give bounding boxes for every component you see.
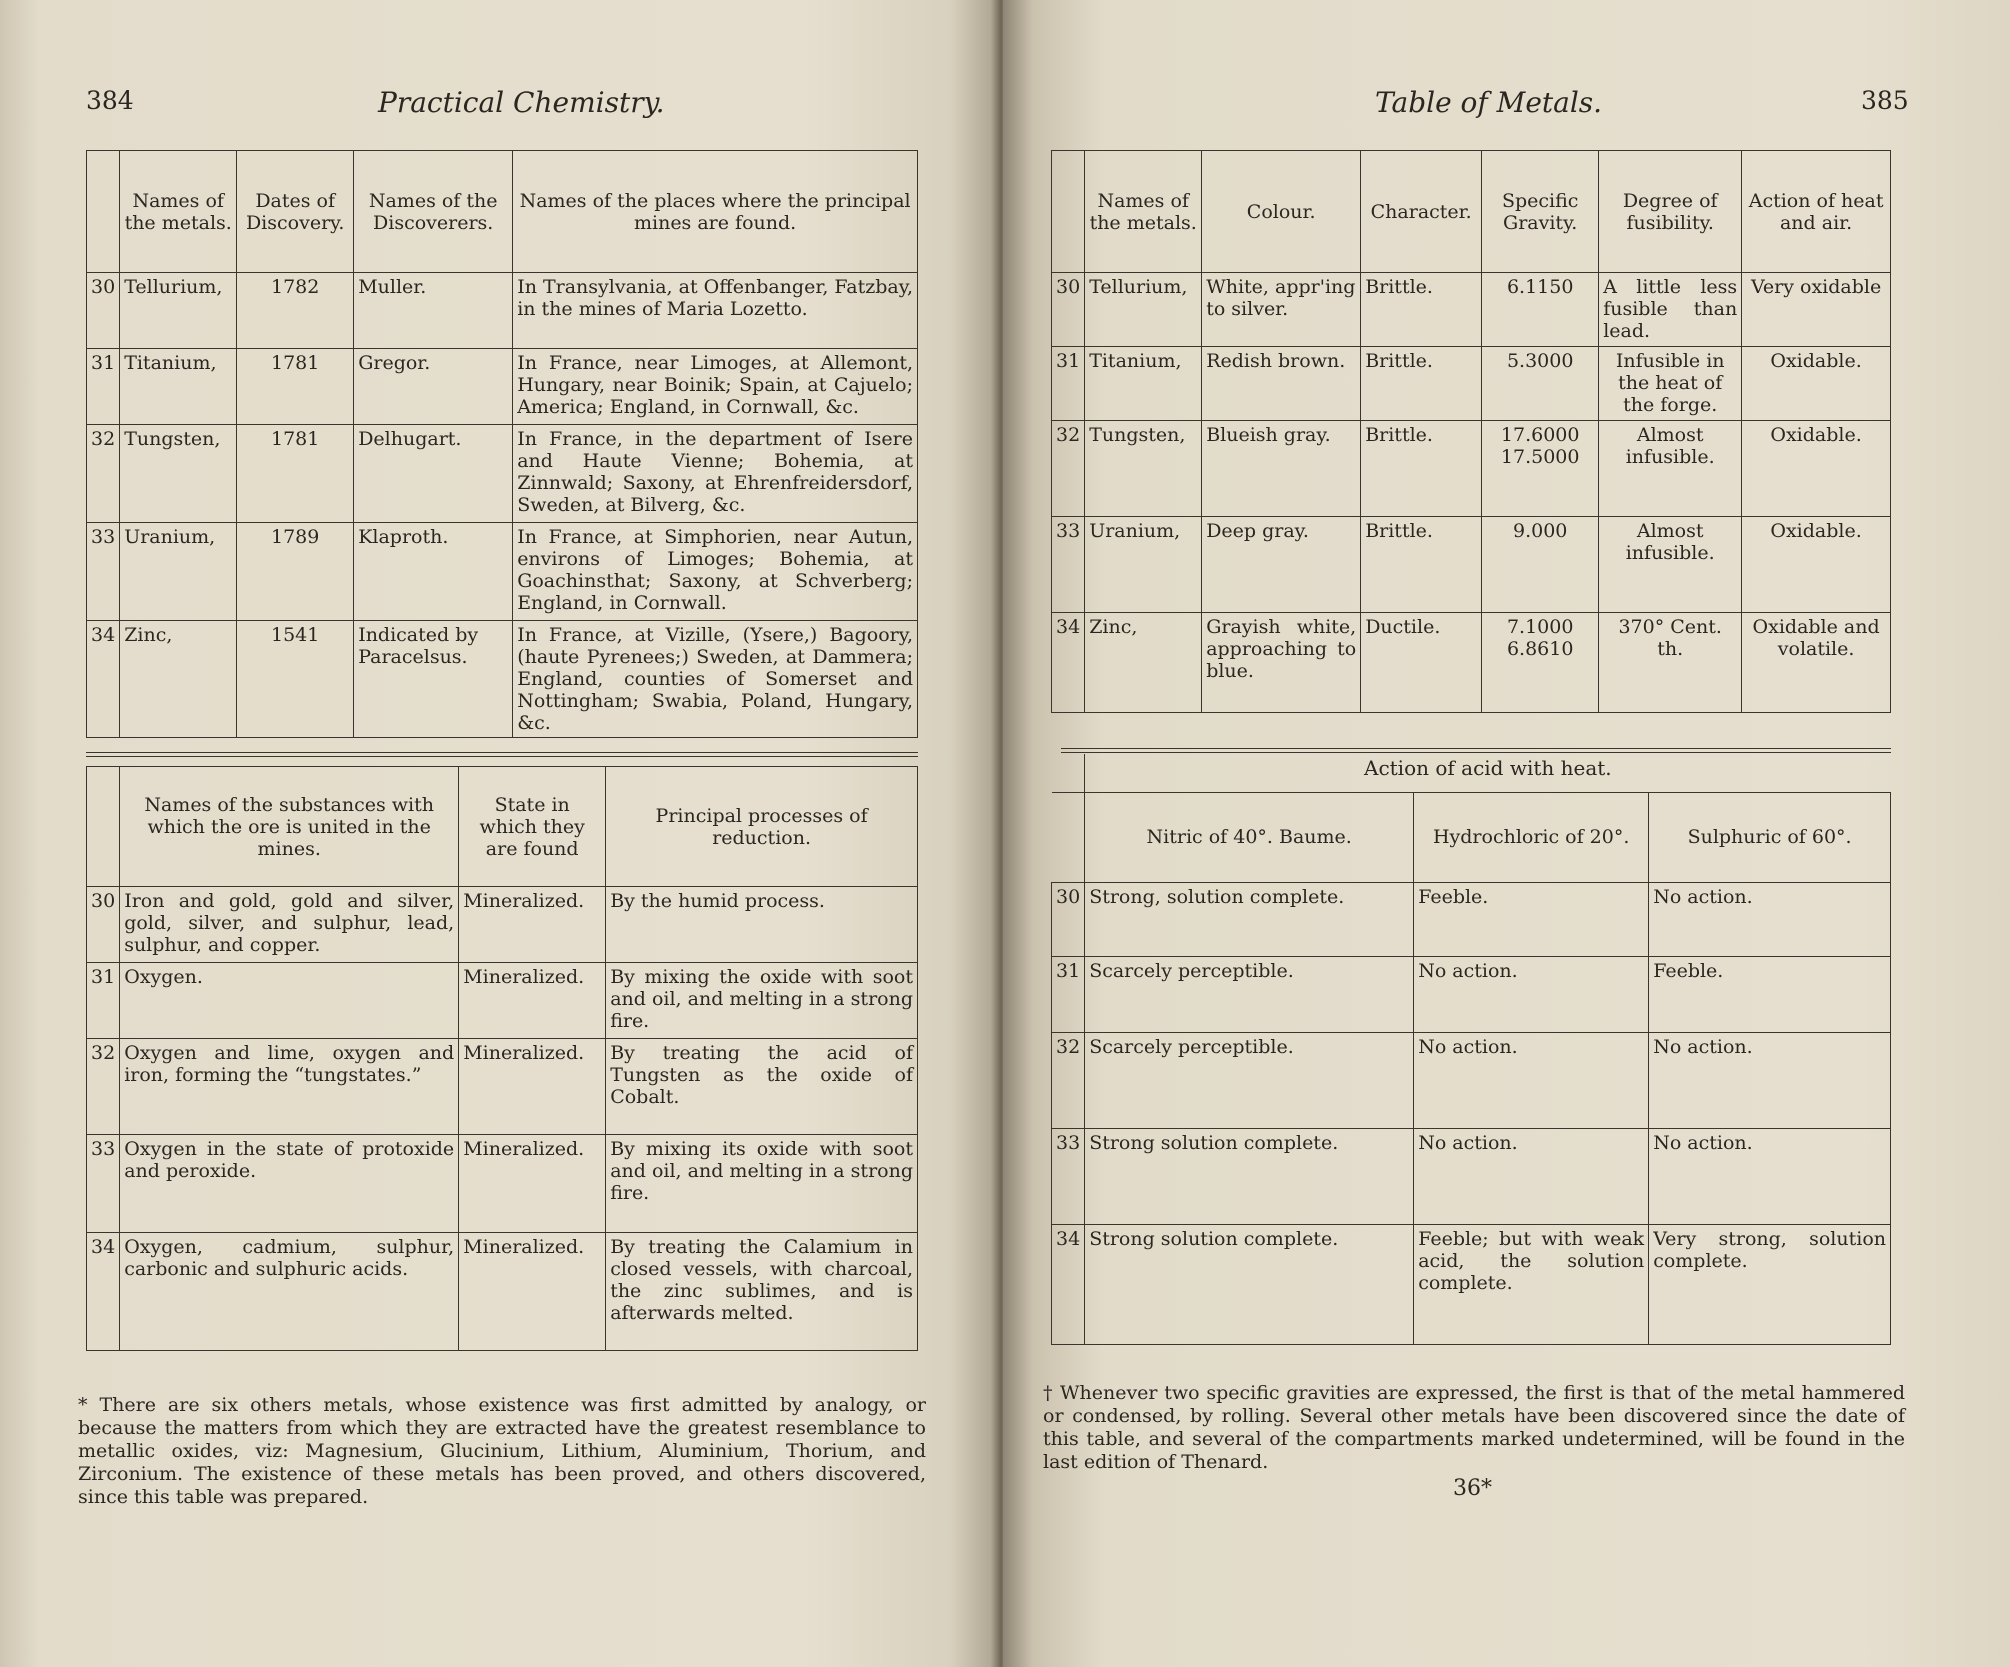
table-header-row: [87, 767, 918, 887]
table-row: [1052, 517, 1891, 613]
header-state: State in which they are found: [459, 767, 606, 887]
row-num: 34: [1052, 613, 1085, 713]
table-row: [87, 1039, 918, 1135]
footnote-left: * There are six others metals, whose existence was first admitted by analogy, or because the matters from which they are extracted have the greatest resemblance to metallic oxides, viz: Magnesium, Glucinium, Lithium, Aluminium, Thorium, and Zirconium. The existence of these metals has been proved, and others discovered, since this table was prepared.: [78, 1394, 926, 1508]
row-num: 32: [87, 1039, 120, 1135]
heat-action: Very oxidable: [1742, 273, 1891, 347]
row-num: 30: [1052, 273, 1085, 347]
reduction-table: [86, 766, 918, 1351]
row-num: 33: [1052, 1128, 1085, 1224]
hydrochloric-action: Feeble.: [1414, 882, 1649, 956]
table-row: [87, 425, 918, 523]
row-num: 33: [87, 1135, 120, 1233]
metal-colour: White, appr'ing to silver.: [1202, 273, 1361, 347]
metal-name: Tellurium,: [120, 273, 237, 349]
metal-character: Brittle.: [1361, 347, 1482, 421]
left-page: [0, 0, 1000, 1667]
metal-character: Ductile.: [1361, 613, 1482, 713]
footnote-right: † Whenever two specific gravities are expressed, the first is that of the metal hammered or condensed, by rolling. Several other metals have been discovered since the date of this table, and several of the compartments marked undetermined, will be found in the last edition of Thenard.: [1043, 1382, 1905, 1473]
table-row: [87, 963, 918, 1039]
row-num: 32: [87, 425, 120, 523]
ore-state: Mineralized.: [459, 887, 606, 963]
table-row: [87, 1135, 918, 1233]
metal-colour: Blueish gray.: [1202, 421, 1361, 517]
table-row: [1052, 421, 1891, 517]
header-places: Names of the places where the principal mines are found.: [513, 151, 918, 273]
header-fusibility: Degree of fusibility.: [1599, 151, 1742, 273]
hydrochloric-action: No action.: [1414, 956, 1649, 1032]
table-caption: Action of acid with heat.: [1085, 754, 1891, 792]
sulphuric-action: Very strong, solution complete.: [1649, 1224, 1891, 1344]
mine-places: In Transylvania, at Offenbanger, Fatzbay, in the mines of Maria Lozetto.: [513, 273, 918, 349]
nitric-action: Scarcely perceptible.: [1085, 956, 1414, 1032]
header-colour: Colour.: [1202, 151, 1361, 273]
table-row: [1052, 273, 1891, 347]
metal-character: Brittle.: [1361, 273, 1482, 347]
metal-name: Uranium,: [120, 523, 237, 621]
discovery-date: 1782: [237, 273, 354, 349]
fusibility: 370° Cent. th.: [1599, 613, 1742, 713]
fusibility: Almost infusible.: [1599, 517, 1742, 613]
row-num: 33: [1052, 517, 1085, 613]
hydrochloric-action: No action.: [1414, 1128, 1649, 1224]
row-num: 34: [87, 621, 120, 738]
header-num: [1052, 151, 1085, 273]
row-num: 32: [1052, 1032, 1085, 1128]
row-num: 34: [87, 1233, 120, 1351]
row-num: 31: [1052, 956, 1085, 1032]
discoverer: Indicated by Paracelsus.: [354, 621, 513, 738]
row-num: 31: [87, 349, 120, 425]
table-header-row: [1052, 151, 1891, 273]
metal-name: Uranium,: [1085, 517, 1202, 613]
ore-state: Mineralized.: [459, 1039, 606, 1135]
header-num: [87, 151, 120, 273]
sulphuric-action: Feeble.: [1649, 956, 1891, 1032]
row-num: 31: [87, 963, 120, 1039]
metal-name: Tungsten,: [1085, 421, 1202, 517]
table-row: [87, 273, 918, 349]
ore-state: Mineralized.: [459, 1233, 606, 1351]
acid-action-table: [1051, 754, 1891, 1345]
reduction-process: By mixing the oxide with soot and oil, and melting in a strong fire.: [606, 963, 918, 1039]
row-num: 30: [87, 273, 120, 349]
discovery-date: 1781: [237, 349, 354, 425]
signature-mark: 36*: [1453, 1476, 1492, 1501]
nitric-action: Strong solution complete.: [1085, 1224, 1414, 1344]
header-metal-name: Names of the metals.: [1085, 151, 1202, 273]
reduction-process: By treating the Calamium in closed vessels, with charcoal, the zinc sublimes, and is afterwards melted.: [606, 1233, 918, 1351]
discovery-date: 1541: [237, 621, 354, 738]
row-num: 30: [1052, 882, 1085, 956]
metal-character: Brittle.: [1361, 517, 1482, 613]
page-number-left: 384: [86, 86, 134, 115]
reduction-process: By the humid process.: [606, 887, 918, 963]
ore-state: Mineralized.: [459, 963, 606, 1039]
metal-name: Titanium,: [120, 349, 237, 425]
divider-rule: [1061, 748, 1891, 753]
hydrochloric-action: Feeble; but with weak acid, the solution complete.: [1414, 1224, 1649, 1344]
heat-action: Oxidable and volatile.: [1742, 613, 1891, 713]
metal-colour: Redish brown.: [1202, 347, 1361, 421]
fusibility: Infusible in the heat of the forge.: [1599, 347, 1742, 421]
header-metal-name: Names of the metals.: [120, 151, 237, 273]
metal-name: Tungsten,: [120, 425, 237, 523]
row-num: 30: [87, 887, 120, 963]
mine-places: In France, near Limoges, at Allemont, Hungary, near Boinik; Spain, at Cajuelo; America; England, in Cornwall, &c.: [513, 349, 918, 425]
discovery-date: 1789: [237, 523, 354, 621]
table-header-row: [1052, 792, 1891, 882]
specific-gravity: 17.6000 17.5000: [1482, 421, 1599, 517]
mine-places: In France, at Simphorien, near Autun, environs of Limoges; Bohemia, at Goachinsthat; Saxony, at Schverberg; England, in Cornwall.: [513, 523, 918, 621]
table-row: [1052, 882, 1891, 956]
metal-colour: Deep gray.: [1202, 517, 1361, 613]
specific-gravity: 5.3000: [1482, 347, 1599, 421]
ore-substances: Iron and gold, gold and silver, gold, silver, and sulphur, lead, sulphur, and copper.: [120, 887, 459, 963]
page-number-right: 385: [1861, 86, 1909, 115]
table-header-row: [87, 151, 918, 273]
running-title-left: Practical Chemistry.: [378, 86, 665, 119]
table-row: [87, 349, 918, 425]
ore-substances: Oxygen and lime, oxygen and iron, forming the “tungstates.”: [120, 1039, 459, 1135]
header-substances: Names of the substances with which the ore is united in the mines.: [120, 767, 459, 887]
right-page: [1003, 0, 2010, 1667]
heat-action: Oxidable.: [1742, 421, 1891, 517]
caption-spacer: [1052, 754, 1085, 792]
specific-gravity: 7.1000 6.8610: [1482, 613, 1599, 713]
header-character: Character.: [1361, 151, 1482, 273]
caption-row: [1052, 754, 1891, 792]
nitric-action: Scarcely perceptible.: [1085, 1032, 1414, 1128]
discoverer: Gregor.: [354, 349, 513, 425]
nitric-action: Strong, solution complete.: [1085, 882, 1414, 956]
table-row: [1052, 1128, 1891, 1224]
row-num: 33: [87, 523, 120, 621]
fusibility: Almost infusible.: [1599, 421, 1742, 517]
header-num: [87, 767, 120, 887]
heat-action: Oxidable.: [1742, 517, 1891, 613]
table-row: [87, 887, 918, 963]
table-row: [1052, 347, 1891, 421]
discovery-table: [86, 150, 918, 738]
discoverer: Delhugart.: [354, 425, 513, 523]
properties-table: [1051, 150, 1891, 713]
header-sulphuric: Sulphuric of 60°.: [1649, 792, 1891, 882]
header-date: Dates of Discovery.: [237, 151, 354, 273]
ore-substances: Oxygen, cadmium, sulphur, carbonic and sulphuric acids.: [120, 1233, 459, 1351]
ore-state: Mineralized.: [459, 1135, 606, 1233]
header-nitric: Nitric of 40°. Baume.: [1085, 792, 1414, 882]
table-row: [1052, 1032, 1891, 1128]
table-row: [1052, 613, 1891, 713]
ore-substances: Oxygen in the state of protoxide and peroxide.: [120, 1135, 459, 1233]
sulphuric-action: No action.: [1649, 882, 1891, 956]
nitric-action: Strong solution complete.: [1085, 1128, 1414, 1224]
specific-gravity: 9.000: [1482, 517, 1599, 613]
reduction-process: By mixing its oxide with soot and oil, and melting in a strong fire.: [606, 1135, 918, 1233]
fusibility: A little less fusible than lead.: [1599, 273, 1742, 347]
hydrochloric-action: No action.: [1414, 1032, 1649, 1128]
row-num: 31: [1052, 347, 1085, 421]
discovery-date: 1781: [237, 425, 354, 523]
discoverer: Muller.: [354, 273, 513, 349]
mine-places: In France, at Vizille, (Ysere,) Bagoory, (haute Pyrenees;) Sweden, at Dammera; England, counties of Somerset and Nottingham; Swabia, Poland, Hungary, &c.: [513, 621, 918, 738]
header-heat-action: Action of heat and air.: [1742, 151, 1891, 273]
table-row: [87, 1233, 918, 1351]
mine-places: In France, in the department of Isere and Haute Vienne; Bohemia, at Zinnwald; Saxony, at Ehrenfreidersdorf, Sweden, at Bilverg, &c.: [513, 425, 918, 523]
table-row: [1052, 1224, 1891, 1344]
sulphuric-action: No action.: [1649, 1128, 1891, 1224]
metal-name: Zinc,: [1085, 613, 1202, 713]
metal-character: Brittle.: [1361, 421, 1482, 517]
header-discoverer: Names of the Discoverers.: [354, 151, 513, 273]
table-row: [87, 523, 918, 621]
table-row: [1052, 956, 1891, 1032]
discoverer: Klaproth.: [354, 523, 513, 621]
metal-name: Tellurium,: [1085, 273, 1202, 347]
specific-gravity: 6.1150: [1482, 273, 1599, 347]
header-process: Principal processes of reduction.: [606, 767, 918, 887]
header-specific-gravity: Specific Gravity.: [1482, 151, 1599, 273]
running-title-right: Table of Metals.: [1375, 86, 1603, 119]
row-num: 32: [1052, 421, 1085, 517]
divider-rule: [86, 752, 918, 757]
metal-name: Titanium,: [1085, 347, 1202, 421]
header-hydrochloric: Hydrochloric of 20°.: [1414, 792, 1649, 882]
heat-action: Oxidable.: [1742, 347, 1891, 421]
metal-name: Zinc,: [120, 621, 237, 738]
table-row: [87, 621, 918, 738]
header-num: [1052, 792, 1085, 882]
ore-substances: Oxygen.: [120, 963, 459, 1039]
metal-colour: Grayish white, approaching to blue.: [1202, 613, 1361, 713]
sulphuric-action: No action.: [1649, 1032, 1891, 1128]
reduction-process: By treating the acid of Tungsten as the oxide of Cobalt.: [606, 1039, 918, 1135]
row-num: 34: [1052, 1224, 1085, 1344]
